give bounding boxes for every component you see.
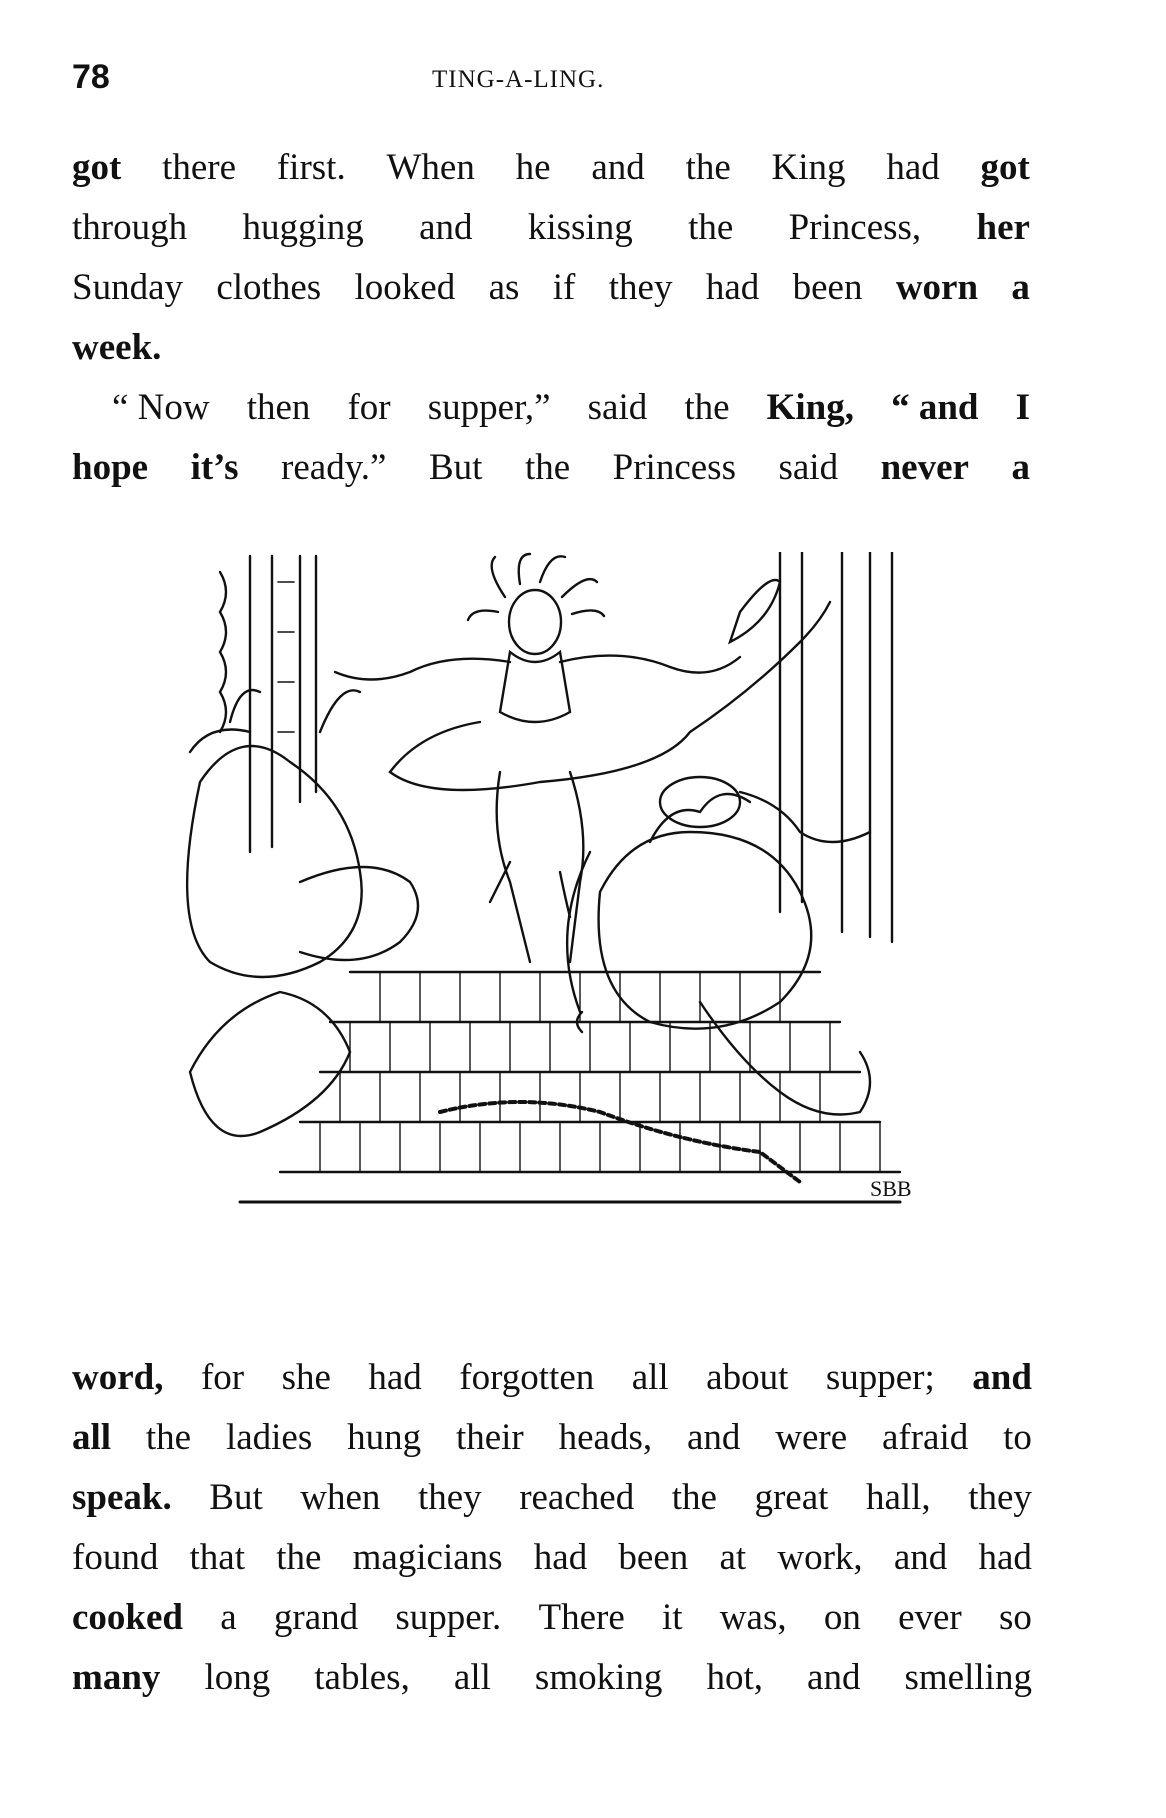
word: hugging: [242, 207, 364, 248]
word: magicians: [352, 1537, 503, 1578]
word: for: [347, 387, 391, 428]
word: I: [1015, 387, 1030, 428]
word: they: [608, 267, 673, 308]
word: through: [72, 207, 188, 248]
right-courtier-legs: [700, 1002, 870, 1115]
word: ever: [898, 1597, 962, 1638]
word: the: [276, 1537, 322, 1578]
word: “ Now: [112, 387, 210, 428]
word: all: [72, 1417, 112, 1458]
word: been: [792, 267, 863, 308]
word: cooked: [72, 1597, 183, 1638]
word: afraid: [881, 1417, 969, 1458]
word: forgotten: [459, 1357, 595, 1398]
word: a: [1011, 267, 1030, 308]
word: never: [880, 447, 969, 488]
word: all: [453, 1657, 491, 1698]
word: for: [200, 1357, 245, 1398]
word: week.: [72, 327, 162, 368]
word: were: [775, 1417, 848, 1458]
word: kissing: [527, 207, 633, 248]
word: had: [533, 1537, 588, 1578]
left-courtier-legs: [190, 992, 350, 1136]
word: as: [488, 267, 520, 308]
word: “ and: [891, 387, 979, 428]
word: hot,: [706, 1657, 763, 1698]
word: and: [972, 1357, 1032, 1398]
word: it’s: [190, 447, 239, 488]
text-line: [72, 198, 1030, 258]
word: about: [706, 1357, 789, 1398]
word: and: [807, 1657, 861, 1698]
word: supper.: [395, 1597, 502, 1638]
word: their: [455, 1417, 524, 1458]
word: Princess: [612, 447, 736, 488]
word: had: [368, 1357, 422, 1398]
word: they: [417, 1477, 482, 1518]
word: a: [1011, 447, 1030, 488]
word: clothes: [216, 267, 322, 308]
word: the: [685, 147, 731, 188]
word: But: [428, 447, 483, 488]
princess-arms: [335, 656, 740, 680]
word: There: [538, 1597, 625, 1638]
word: speak.: [72, 1477, 172, 1518]
left-courtier: [187, 746, 362, 977]
princess-legs: [497, 772, 584, 962]
word: first.: [276, 147, 346, 188]
text-line: [72, 1528, 1032, 1588]
word: When: [386, 147, 475, 188]
word: reached: [519, 1477, 635, 1518]
word: But: [209, 1477, 263, 1518]
word: if: [552, 267, 576, 308]
text-line: [72, 378, 1030, 438]
scimitar: [567, 852, 590, 1032]
word: to: [1003, 1417, 1032, 1458]
word: the: [524, 447, 571, 488]
illustration: [180, 552, 940, 1327]
word: got: [980, 147, 1030, 188]
word: the: [684, 387, 730, 428]
word: long: [204, 1657, 271, 1698]
word: at: [719, 1537, 747, 1578]
flowing-ribbon: [390, 602, 830, 790]
word: and: [419, 207, 473, 248]
engraving-sketch: [180, 552, 940, 1327]
word: heads,: [558, 1417, 653, 1458]
curtain-scallop: [220, 572, 226, 732]
word: there: [162, 147, 237, 188]
word: been: [618, 1537, 689, 1578]
word: the: [688, 207, 734, 248]
word: Sunday: [72, 267, 183, 308]
word: then: [246, 387, 311, 428]
word: got: [72, 147, 122, 188]
word: smelling: [904, 1657, 1032, 1698]
word: a: [220, 1597, 237, 1638]
top-paragraph: [72, 138, 1030, 498]
bottom-paragraph: [72, 1348, 1032, 1708]
word: she: [281, 1357, 331, 1398]
word: they: [968, 1477, 1032, 1518]
text-line: [72, 1588, 1032, 1648]
word: all: [631, 1357, 669, 1398]
text-line: [72, 1648, 1032, 1708]
word: ladies: [225, 1417, 313, 1458]
word: said: [587, 387, 648, 428]
princess-head: [509, 590, 561, 654]
word: King,: [766, 387, 854, 428]
word: that: [189, 1537, 245, 1578]
text-line: [72, 258, 1030, 318]
word: when: [300, 1477, 381, 1518]
word: so: [998, 1597, 1032, 1638]
word: supper;: [825, 1357, 935, 1398]
word: her: [976, 207, 1030, 248]
falling-hat: [660, 777, 740, 827]
word: supper,”: [427, 387, 551, 428]
word: had: [978, 1537, 1032, 1578]
word: and: [686, 1417, 741, 1458]
word: and: [893, 1537, 948, 1578]
word: it: [662, 1597, 683, 1638]
word: looked: [354, 267, 456, 308]
word: word,: [72, 1357, 164, 1398]
illustrator-signature: SBB: [870, 1176, 912, 1201]
left-pillar: [250, 556, 316, 852]
word: had: [886, 147, 940, 188]
text-line: [72, 1348, 1032, 1408]
word: and: [591, 147, 645, 188]
word: on: [823, 1597, 861, 1638]
word: the: [145, 1417, 192, 1458]
word: the: [671, 1477, 717, 1518]
text-line: [72, 1468, 1032, 1528]
word: found: [72, 1537, 159, 1578]
word: he: [515, 147, 551, 188]
word: grand: [273, 1597, 359, 1638]
word: Princess,: [788, 207, 922, 248]
ribbon-end: [730, 580, 780, 642]
word: tables,: [314, 1657, 410, 1698]
word: had: [705, 267, 760, 308]
word: hope: [72, 447, 149, 488]
text-line: [72, 138, 1030, 198]
text-line: [72, 318, 1030, 378]
page-number: 78: [72, 58, 110, 96]
word: said: [778, 447, 839, 488]
word: worn: [895, 267, 979, 308]
running-title: TING-A-LING.: [432, 66, 605, 93]
right-pillar: [780, 552, 892, 942]
page-header: [72, 58, 1032, 98]
word: hung: [347, 1417, 422, 1458]
text-line: [72, 438, 1030, 498]
word: smoking: [534, 1657, 663, 1698]
word: was,: [719, 1597, 787, 1638]
word: hall,: [865, 1477, 931, 1518]
word: great: [754, 1477, 829, 1518]
word: work,: [777, 1537, 863, 1578]
text-line: [72, 1408, 1032, 1468]
word: many: [72, 1657, 161, 1698]
word: ready.”: [281, 447, 387, 488]
word: King: [771, 147, 846, 188]
